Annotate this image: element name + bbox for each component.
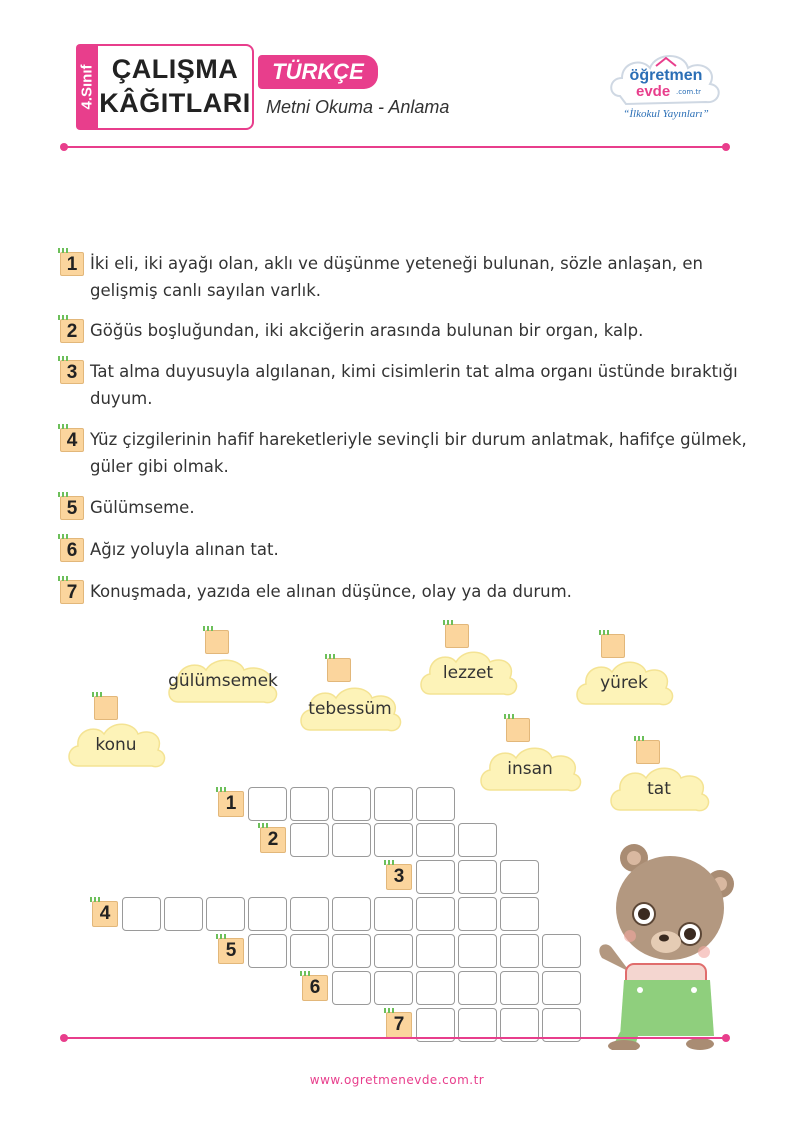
subject-badge: TÜRKÇE [258, 55, 378, 89]
pin-icon [94, 696, 118, 720]
word-cloud-konu [64, 718, 168, 772]
clue-number-5: 5 [60, 496, 84, 520]
clue-number-6: 6 [60, 538, 84, 562]
title-line-2: KÂĞITLARI [99, 88, 251, 118]
grid-cell-row4-col10[interactable] [500, 897, 539, 931]
grid-row-number-2: 2 [260, 827, 286, 853]
word-cloud-gulumsemek [164, 654, 282, 708]
clue-text-1: İki eli, iki ayağı olan, aklı ve düşünme yeteneği bulunan, sözle anlaşan, en gelişmiş canlı sayılan varlık. [90, 254, 704, 300]
word-yurek: yürek [600, 673, 648, 693]
grid-cell-row4-col2[interactable] [164, 897, 203, 931]
pin-icon [506, 718, 530, 742]
grid-cell-row4-col9[interactable] [458, 897, 497, 931]
clue-number-3: 3 [60, 360, 84, 384]
grid-cell-row1-col2[interactable] [290, 787, 329, 821]
grid-cell-row3-col1[interactable] [416, 860, 455, 894]
pin-icon [601, 634, 625, 658]
grid-cell-row1-col1[interactable] [248, 787, 287, 821]
word-cloud-insan [476, 742, 584, 796]
word-cloud-tebessum [296, 682, 404, 736]
logo-domain: .com.tr [676, 88, 702, 96]
grid-cell-row5-col4[interactable] [374, 934, 413, 968]
grid-row-number-3: 3 [386, 864, 412, 890]
word-insan: insan [507, 759, 553, 779]
grid-cell-row4-col3[interactable] [206, 897, 245, 931]
grid-cell-row2-col3[interactable] [374, 823, 413, 857]
clue-text-5: Gülümseme. [90, 498, 195, 517]
grid-cell-row4-col6[interactable] [332, 897, 371, 931]
topic-subtitle: Metni Okuma - Anlama [266, 97, 450, 117]
logo-tagline: “İlkokul Yayınları” [623, 108, 709, 120]
grid-cell-row1-col3[interactable] [332, 787, 371, 821]
footer-url: www.ogretmenevde.com.tr [309, 1073, 485, 1087]
grid-cell-row5-col3[interactable] [332, 934, 371, 968]
grid-cell-row1-col4[interactable] [374, 787, 413, 821]
grade-tab [76, 44, 98, 130]
clue-1 [60, 250, 750, 304]
clue-text-7: Konuşmada, yazıda ele alınan düşünce, olay ya da durum. [90, 582, 572, 601]
grid-cell-row5-col5[interactable] [416, 934, 455, 968]
grid-row-number-5: 5 [218, 938, 244, 964]
grid-cell-row6-col6[interactable] [542, 971, 581, 1005]
clue-5 [60, 494, 750, 521]
clue-number-2: 2 [60, 319, 84, 343]
grid-cell-row2-col5[interactable] [458, 823, 497, 857]
clue-3 [60, 358, 750, 412]
grid-cell-row2-col2[interactable] [332, 823, 371, 857]
grid-cell-row2-col4[interactable] [416, 823, 455, 857]
clue-number-7: 7 [60, 580, 84, 604]
grid-cell-row5-col8[interactable] [542, 934, 581, 968]
grid-cell-row6-col1[interactable] [332, 971, 371, 1005]
grid-cell-row4-col8[interactable] [416, 897, 455, 931]
title-box [98, 44, 254, 130]
grid-cell-row5-col7[interactable] [500, 934, 539, 968]
grid-cell-row6-col4[interactable] [458, 971, 497, 1005]
footer-divider [64, 1037, 726, 1039]
grid-cell-row2-col1[interactable] [290, 823, 329, 857]
grid-cell-row6-col2[interactable] [374, 971, 413, 1005]
grid-cell-row4-col4[interactable] [248, 897, 287, 931]
publisher-logo [606, 44, 726, 130]
grid-cell-row3-col3[interactable] [500, 860, 539, 894]
grid-row-number-1: 1 [218, 791, 244, 817]
pin-icon [445, 624, 469, 648]
clue-number-4: 4 [60, 428, 84, 452]
header-divider [64, 146, 726, 148]
grid-row-number-6: 6 [302, 975, 328, 1001]
word-cloud-lezzet [416, 646, 520, 700]
word-cloud-tat [606, 762, 712, 816]
grid-cell-row4-col5[interactable] [290, 897, 329, 931]
grid-cell-row5-col2[interactable] [290, 934, 329, 968]
grid-cell-row6-col3[interactable] [416, 971, 455, 1005]
clue-text-2: Göğüs boşluğundan, iki akciğerin arasında bulunan bir organ, kalp. [90, 321, 644, 340]
clue-2 [60, 317, 750, 344]
logo-wordmark-bottom: evde [636, 83, 671, 100]
word-lezzet: lezzet [442, 663, 494, 683]
logo-wordmark-top: öğretmen [629, 67, 703, 84]
clue-6 [60, 536, 750, 563]
word-gulumsemek: gülümsemek [168, 671, 278, 691]
grid-row-number-7: 7 [386, 1012, 412, 1038]
clue-4 [60, 426, 750, 480]
word-tat: tat [647, 779, 671, 799]
grid-cell-row1-col5[interactable] [416, 787, 455, 821]
clue-text-3: Tat alma duyusuyla algılanan, kimi cisimlerin tat alma organı üstünde bıraktığı duyum. [90, 362, 738, 408]
word-konu: konu [95, 735, 137, 755]
clue-number-1: 1 [60, 252, 84, 276]
clue-text-4: Yüz çizgilerinin hafif hareketleriyle sevinçli bir durum anlatmak, hafifçe gülmek, güler gibi olmak. [90, 430, 747, 476]
grid-cell-row6-col5[interactable] [500, 971, 539, 1005]
grid-row-number-4: 4 [92, 901, 118, 927]
title-line-1: ÇALIŞMA [111, 54, 239, 84]
clue-7 [60, 578, 750, 605]
grid-cell-row4-col7[interactable] [374, 897, 413, 931]
grid-cell-row3-col2[interactable] [458, 860, 497, 894]
pin-icon [636, 740, 660, 764]
grade-label: 4.Sınıf [78, 64, 96, 110]
word-tebessum: tebessüm [308, 699, 392, 719]
grid-cell-row5-col6[interactable] [458, 934, 497, 968]
grid-cell-row4-col1[interactable] [122, 897, 161, 931]
pin-icon [327, 658, 351, 682]
grid-cell-row5-col1[interactable] [248, 934, 287, 968]
clue-text-6: Ağız yoluyla alınan tat. [90, 540, 279, 559]
bear-illustration [590, 840, 740, 1050]
pin-icon [205, 630, 229, 654]
word-cloud-yurek [572, 656, 676, 710]
